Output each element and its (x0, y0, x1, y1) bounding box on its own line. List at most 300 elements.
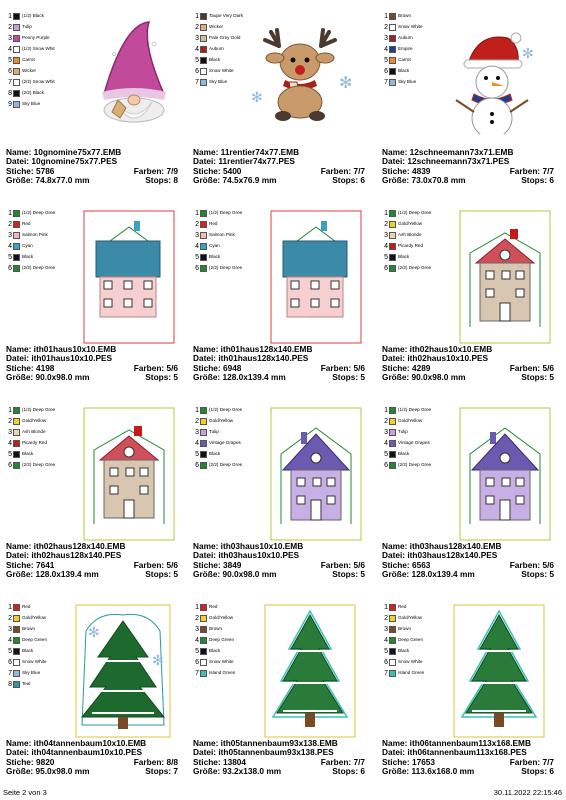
color-index: 6 (195, 462, 199, 469)
thread-color-legend (193, 208, 267, 274)
color-swatch (389, 670, 396, 677)
color-swatch (200, 418, 207, 425)
design-card (4, 597, 180, 787)
color-index: 5 (195, 648, 199, 655)
stop-count: Stops: 5 (145, 569, 178, 580)
design-card (191, 597, 367, 787)
color-count: Farben: 7/7 (509, 165, 554, 176)
color-swatch (389, 232, 396, 239)
design-card (380, 203, 556, 393)
design-name: Name: 10gnomine75x77.EMB (6, 147, 122, 157)
color-index: 1 (384, 13, 388, 20)
color-swatch (13, 210, 20, 217)
color-swatch (389, 243, 396, 250)
color-legend-row (6, 208, 80, 219)
gnome-embroidery-image (84, 14, 184, 124)
color-swatch (200, 79, 207, 86)
color-name: Red (398, 604, 407, 610)
design-info (6, 542, 178, 580)
color-name: (2/2) Deep Gree (22, 265, 56, 271)
color-swatch (389, 659, 396, 666)
thread-color-legend (382, 208, 456, 274)
color-index: 1 (8, 210, 12, 217)
color-legend-row (193, 252, 267, 263)
color-legend-row (6, 77, 80, 88)
design-thumbnail (380, 597, 556, 742)
design-name: Name: ith05tannenbaum93x138.EMB (193, 738, 338, 748)
color-name: Red (22, 604, 31, 610)
design-thumbnail (4, 400, 180, 545)
stitch-count: Stiche: 5400 (193, 165, 242, 176)
color-index: 8 (8, 681, 12, 688)
color-name: (1/2) Snow Whit (22, 46, 55, 52)
color-swatch (389, 68, 396, 75)
color-index: 4 (195, 243, 199, 250)
stitch-count: Stiche: 6948 (193, 362, 242, 373)
thread-color-legend (6, 405, 80, 471)
house-embroidery-image (450, 207, 560, 347)
color-swatch (13, 681, 20, 688)
color-swatch (200, 407, 207, 414)
color-index: 6 (8, 462, 12, 469)
color-name: Gold/Yellow (209, 418, 234, 424)
color-swatch (13, 254, 20, 261)
color-index: 2 (384, 24, 388, 31)
color-name: Cyan (22, 243, 33, 249)
color-index: 8 (8, 90, 12, 97)
color-index: 7 (8, 79, 12, 86)
color-name: Gold/Yellow (22, 615, 47, 621)
color-index: 3 (8, 429, 12, 436)
color-name: Wicker (22, 68, 37, 74)
color-swatch (13, 24, 20, 31)
color-index: 4 (384, 243, 388, 250)
color-swatch (13, 670, 20, 677)
color-index: 1 (195, 407, 199, 414)
color-legend-row (382, 252, 456, 263)
color-name: Auburn (209, 46, 224, 52)
color-legend-row (6, 11, 80, 22)
color-legend-row (382, 208, 456, 219)
color-name: Island Green (398, 670, 425, 676)
color-name: (2/2) Black (22, 90, 44, 96)
color-swatch (13, 243, 20, 250)
stop-count: Stops: 5 (332, 569, 365, 580)
color-legend-row (6, 88, 80, 99)
color-index: 2 (195, 418, 199, 425)
color-index: 4 (384, 440, 388, 447)
color-swatch (200, 254, 207, 261)
color-index: 6 (8, 659, 12, 666)
color-name: Black (209, 648, 221, 654)
color-index: 5 (195, 57, 199, 64)
color-name: Snow White (209, 68, 234, 74)
color-swatch (200, 46, 207, 53)
color-swatch (389, 407, 396, 414)
color-name: Red (209, 221, 218, 227)
color-swatch (389, 451, 396, 458)
color-index: 2 (195, 221, 199, 228)
design-thumbnail (191, 597, 367, 742)
color-index: 3 (384, 626, 388, 633)
color-index: 7 (195, 670, 199, 677)
design-file: Datei: 10gnomine75x77.PES (6, 156, 118, 167)
color-name: Black (209, 57, 221, 63)
color-swatch (13, 418, 20, 425)
design-size: Größe: 95.0x98.0 mm (6, 766, 90, 777)
design-thumbnail (380, 203, 556, 348)
design-size: Größe: 90.0x98.0 mm (382, 372, 466, 383)
design-file: Datei: ith03haus128x140.PES (382, 550, 498, 561)
color-index: 2 (195, 615, 199, 622)
color-name: Snow White (209, 659, 234, 665)
design-thumbnail (380, 6, 556, 151)
color-legend-row (382, 449, 456, 460)
svg-text:✻: ✻ (339, 75, 353, 92)
color-name: Taupe Very Dark (209, 13, 243, 19)
color-name: Pale Grey Gold (209, 35, 241, 41)
color-swatch (200, 57, 207, 64)
color-index: 6 (8, 68, 12, 75)
color-index: 6 (8, 265, 12, 272)
color-index: 6 (384, 659, 388, 666)
color-index: 1 (384, 604, 388, 611)
color-index: 3 (384, 429, 388, 436)
color-name: Salmon Pink (209, 232, 235, 238)
design-size: Größe: 113.6x168.0 mm (382, 766, 475, 777)
snowman-embroidery-image (438, 24, 548, 134)
color-swatch (13, 626, 20, 633)
thread-color-legend (6, 208, 80, 274)
color-index: 5 (384, 254, 388, 261)
color-name: Brown (398, 13, 412, 19)
color-legend-row (193, 219, 267, 230)
stitch-count: Stiche: 3849 (193, 559, 242, 570)
color-index: 5 (195, 254, 199, 261)
color-swatch (389, 462, 396, 469)
color-name: (1/2) Deep Gree (22, 210, 56, 216)
thread-color-legend (382, 405, 456, 471)
color-swatch (13, 637, 20, 644)
design-file: Datei: 11rentier74x77.PES (193, 156, 295, 167)
color-legend-row (6, 22, 80, 33)
color-swatch (389, 604, 396, 611)
color-name: Cyan (209, 243, 220, 249)
design-thumbnail (191, 203, 367, 348)
color-count: Farben: 5/6 (320, 362, 365, 373)
stop-count: Stops: 5 (521, 372, 554, 383)
color-swatch (200, 451, 207, 458)
color-swatch (200, 615, 207, 622)
design-file: Datei: ith03haus10x10.PES (193, 550, 300, 561)
color-swatch (13, 221, 20, 228)
color-index: 1 (384, 210, 388, 217)
color-index: 4 (8, 243, 12, 250)
stitch-count: Stiche: 5786 (6, 165, 55, 176)
color-legend-row (193, 449, 267, 460)
reindeer-embroidery-image (249, 16, 359, 126)
color-swatch (389, 221, 396, 228)
color-index: 5 (384, 648, 388, 655)
color-name: Snow White (22, 659, 47, 665)
color-swatch (389, 429, 396, 436)
color-name: Ash Blonde (22, 429, 46, 435)
color-index: 6 (384, 462, 388, 469)
color-swatch (13, 451, 20, 458)
color-swatch (389, 46, 396, 53)
color-name: Brown (209, 626, 223, 632)
color-swatch (13, 440, 20, 447)
color-name: (2/2) Deep Gree (209, 462, 243, 468)
color-index: 7 (384, 79, 388, 86)
color-count: Farben: 7/7 (509, 756, 554, 767)
color-legend-row (382, 427, 456, 438)
design-thumbnail (4, 597, 180, 742)
color-name: Picardy Red (22, 440, 48, 446)
color-name: Gold/Yellow (398, 418, 423, 424)
color-swatch (13, 429, 20, 436)
design-thumbnail (380, 400, 556, 545)
color-legend-row (6, 241, 80, 252)
stop-count: Stops: 5 (332, 372, 365, 383)
design-card (4, 203, 180, 393)
color-count: Farben: 5/6 (133, 559, 178, 570)
color-swatch (13, 13, 20, 20)
design-card (4, 400, 180, 590)
tree-embroidery-image (255, 601, 365, 741)
color-index: 5 (8, 648, 12, 655)
color-index: 7 (8, 670, 12, 677)
color-name: Black (209, 254, 221, 260)
design-file: Datei: ith04tannenbaum10x10.PES (6, 747, 143, 758)
color-legend-row (6, 416, 80, 427)
color-name: Teal (22, 681, 31, 687)
color-name: Vintage Grapes (209, 440, 241, 446)
color-swatch (200, 440, 207, 447)
color-legend-row (6, 405, 80, 416)
color-legend-row (382, 405, 456, 416)
svg-text:✻: ✻ (251, 89, 263, 105)
color-index: 5 (195, 451, 199, 458)
design-file: Datei: ith01haus10x10.PES (6, 353, 113, 364)
stitch-count: Stiche: 17653 (382, 756, 436, 767)
stop-count: Stops: 5 (521, 569, 554, 580)
design-name: Name: ith02haus128x140.EMB (6, 541, 126, 551)
color-legend-row (193, 230, 267, 241)
design-info (193, 148, 365, 186)
color-name: Vintage Grapes (398, 440, 430, 446)
color-count: Farben: 7/7 (320, 756, 365, 767)
color-swatch (13, 90, 20, 97)
design-card (191, 203, 367, 393)
color-swatch (389, 35, 396, 42)
color-swatch (200, 637, 207, 644)
color-name: Deep Green (22, 637, 48, 643)
color-index: 3 (195, 626, 199, 633)
color-swatch (13, 68, 20, 75)
color-index: 1 (195, 210, 199, 217)
design-size: Größe: 93.2x138.0 mm (193, 766, 282, 777)
color-legend-row (6, 99, 80, 110)
design-file: Datei: ith06tannenbaum113x168.PES (382, 747, 527, 758)
color-legend-row (382, 241, 456, 252)
color-swatch (389, 210, 396, 217)
color-index: 4 (384, 46, 388, 53)
color-legend-row (6, 66, 80, 77)
design-size: Größe: 128.0x139.4 mm (6, 569, 99, 580)
color-name: Salmon Pink (22, 232, 48, 238)
color-swatch (13, 407, 20, 414)
color-index: 2 (8, 24, 12, 31)
color-name: (1/2) Deep Gree (22, 407, 56, 413)
color-name: Black (22, 451, 34, 457)
color-count: Farben: 7/7 (320, 165, 365, 176)
color-index: 2 (384, 221, 388, 228)
color-name: Tulip (209, 429, 219, 435)
color-name: (1/2) Deep Gree (209, 210, 243, 216)
color-name: Empire (398, 46, 413, 52)
color-name: Gold/Yellow (398, 221, 423, 227)
color-name: Red (22, 221, 31, 227)
house-embroidery-image (74, 207, 184, 347)
color-name: Black (398, 254, 410, 260)
color-name: Carrot (398, 57, 411, 63)
color-index: 4 (8, 637, 12, 644)
color-index: 3 (195, 429, 199, 436)
color-index: 2 (8, 418, 12, 425)
color-index: 2 (384, 418, 388, 425)
color-index: 1 (8, 13, 12, 20)
color-index: 3 (8, 35, 12, 42)
design-name: Name: ith03haus128x140.EMB (382, 541, 502, 551)
color-swatch (13, 462, 20, 469)
stitch-count: Stiche: 9820 (6, 756, 55, 767)
color-name: (1/2) Deep Gree (209, 407, 243, 413)
color-legend-row (6, 230, 80, 241)
color-legend-row (193, 241, 267, 252)
color-swatch (389, 254, 396, 261)
color-legend-row (193, 427, 267, 438)
stitch-count: Stiche: 4839 (382, 165, 431, 176)
color-legend-row (193, 263, 267, 274)
design-file: Datei: 12schneemann73x71.PES (382, 156, 510, 167)
color-index: 4 (384, 637, 388, 644)
color-index: 1 (384, 407, 388, 414)
color-count: Farben: 5/6 (133, 362, 178, 373)
color-index: 6 (195, 68, 199, 75)
color-legend-row (382, 263, 456, 274)
stitch-count: Stiche: 13804 (193, 756, 247, 767)
stop-count: Stops: 6 (521, 175, 554, 186)
color-swatch (200, 232, 207, 239)
color-index: 9 (8, 101, 12, 108)
color-index: 7 (195, 79, 199, 86)
color-swatch (389, 648, 396, 655)
color-name: Black (398, 648, 410, 654)
color-legend-row (6, 33, 80, 44)
color-swatch (13, 79, 20, 86)
color-swatch (389, 626, 396, 633)
stop-count: Stops: 5 (145, 372, 178, 383)
color-swatch (200, 221, 207, 228)
color-name: Sky Blue (22, 101, 41, 107)
color-swatch (200, 68, 207, 75)
design-card (380, 400, 556, 590)
color-swatch (200, 243, 207, 250)
color-swatch (389, 418, 396, 425)
design-name: Name: ith03haus10x10.EMB (193, 541, 304, 551)
design-info (193, 345, 365, 383)
color-name: (1/2) Deep Gree (398, 210, 432, 216)
color-index: 1 (195, 604, 199, 611)
color-name: Island Green (209, 670, 236, 676)
design-info (382, 739, 554, 777)
color-name: (2/2) Deep Gree (22, 462, 56, 468)
color-name: (2/2) Snow Whit (22, 79, 55, 85)
stop-count: Stops: 6 (521, 766, 554, 777)
page-number: Seite 2 von 3 (3, 788, 47, 797)
design-info (6, 148, 178, 186)
color-legend-row (193, 460, 267, 471)
design-info (6, 345, 178, 383)
color-count: Farben: 8/8 (133, 756, 178, 767)
house-embroidery-image (261, 404, 371, 544)
design-size: Größe: 74.8x77.0 mm (6, 175, 90, 186)
tree-embroidery-image (444, 601, 554, 741)
color-swatch (13, 46, 20, 53)
print-datetime: 30.11.2022 22:15:46 (493, 788, 562, 797)
color-name: Picardy Red (398, 243, 424, 249)
color-index: 6 (195, 265, 199, 272)
design-name: Name: ith06tannenbaum113x168.EMB (382, 738, 531, 748)
color-index: 2 (8, 615, 12, 622)
color-legend-row (6, 55, 80, 66)
stitch-count: Stiche: 7641 (6, 559, 55, 570)
svg-text:✻: ✻ (88, 624, 100, 640)
color-swatch (200, 210, 207, 217)
color-count: Farben: 5/6 (320, 559, 365, 570)
color-name: Tulip (22, 24, 32, 30)
tree-embroidery-image (68, 601, 178, 741)
color-name: Black (398, 451, 410, 457)
color-name: Gold/Yellow (22, 418, 47, 424)
color-legend-row (6, 263, 80, 274)
color-index: 5 (384, 57, 388, 64)
color-swatch (13, 659, 20, 666)
color-swatch (13, 604, 20, 611)
color-swatch (200, 604, 207, 611)
color-legend-row (6, 219, 80, 230)
design-name: Name: ith04tannenbaum10x10.EMB (6, 738, 147, 748)
color-index: 3 (195, 35, 199, 42)
design-thumbnail (4, 6, 180, 151)
color-name: Deep Green (398, 637, 424, 643)
color-swatch (389, 13, 396, 20)
design-card (380, 597, 556, 787)
color-index: 7 (384, 670, 388, 677)
color-legend-row (382, 460, 456, 471)
color-swatch (389, 637, 396, 644)
house-embroidery-image (450, 404, 560, 544)
color-name: (1/2) Deep Gree (398, 407, 432, 413)
color-legend-row (193, 208, 267, 219)
color-name: Gold/Yellow (209, 615, 234, 621)
design-info (193, 739, 365, 777)
design-info (382, 148, 554, 186)
color-swatch (13, 35, 20, 42)
color-swatch (200, 13, 207, 20)
color-name: Black (22, 254, 34, 260)
